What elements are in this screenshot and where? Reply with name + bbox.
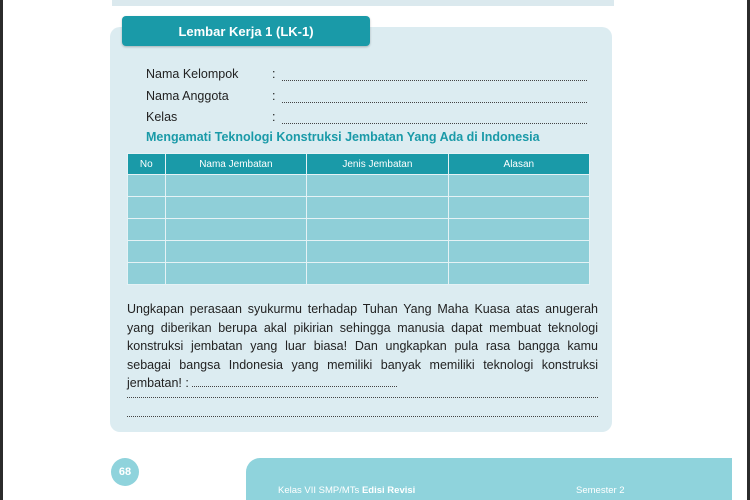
table-cell[interactable]: [165, 241, 307, 263]
table-cell[interactable]: [448, 175, 589, 197]
table-cell[interactable]: [307, 197, 449, 219]
fill-in-line[interactable]: [282, 92, 587, 103]
table-cell[interactable]: [307, 219, 449, 241]
table-cell[interactable]: [128, 241, 166, 263]
table-cell[interactable]: [307, 263, 449, 285]
table-row: [128, 175, 590, 197]
table-cell[interactable]: [128, 197, 166, 219]
field-label: Nama Anggota: [146, 89, 229, 103]
header-alasan: Alasan: [448, 154, 589, 175]
table-cell[interactable]: [448, 241, 589, 263]
table-cell[interactable]: [165, 197, 307, 219]
table-row: [128, 197, 590, 219]
table-cell[interactable]: [307, 241, 449, 263]
table-header-row: [128, 154, 590, 175]
table-row: [128, 219, 590, 241]
worksheet-subtitle: Mengamati Teknologi Konstruksi Jembatan Yang Ada di Indonesia: [146, 130, 540, 144]
table-cell[interactable]: [307, 175, 449, 197]
footer-semester: Semester 2: [576, 485, 625, 496]
table-cell[interactable]: [165, 263, 307, 285]
fill-in-line[interactable]: [282, 70, 587, 81]
field-colon: :: [272, 67, 276, 81]
book-prefix: Kelas VII SMP/MTs: [278, 485, 360, 496]
table-cell[interactable]: [448, 263, 589, 285]
table-cell[interactable]: [128, 263, 166, 285]
bridge-table: [127, 153, 590, 285]
field-label: Nama Kelompok: [146, 67, 239, 81]
table-row: [128, 263, 590, 285]
table-cell[interactable]: [165, 219, 307, 241]
field-colon: :: [272, 110, 276, 124]
table-cell[interactable]: [128, 219, 166, 241]
field-nama-kelompok: [146, 66, 587, 82]
book-edition: Edisi Revisi: [361, 485, 416, 496]
reflection-prompt: [127, 300, 598, 393]
answer-line[interactable]: [192, 376, 397, 387]
answer-line[interactable]: [127, 415, 598, 417]
page-frame-left: [0, 0, 3, 500]
table-cell[interactable]: [165, 175, 307, 197]
worksheet-title: Lembar Kerja 1 (LK-1): [122, 16, 370, 46]
field-kelas: [146, 109, 587, 125]
answer-line[interactable]: [127, 396, 598, 398]
table-row: [128, 241, 590, 263]
table-cell[interactable]: [128, 175, 166, 197]
table-cell[interactable]: [448, 197, 589, 219]
header-jenis-jembatan: Jenis Jembatan: [307, 154, 449, 175]
reflection-text: Ungkapan perasaan syukurmu terhadap Tuhan Yang Maha Kuasa atas anugerah yang diberikan berupa akal pikirian sehingga manusia dapat membuat teknologi konstruksi jembatan yang luar biasa! Dan ungkapkan pula rasa bangga kamu sebagai bangsa Indonesia yang memiliki banyak memiliki teknologi konstruksi jembatan! :: [127, 302, 598, 390]
field-colon: :: [272, 89, 276, 103]
table-cell[interactable]: [448, 219, 589, 241]
field-label: Kelas: [146, 110, 178, 124]
header-no: No: [128, 154, 166, 175]
previous-section-strip: [112, 0, 614, 6]
page-number: 68: [111, 458, 139, 486]
header-nama-jembatan: Nama Jembatan: [165, 154, 307, 175]
fill-in-line[interactable]: [282, 113, 587, 124]
field-nama-anggota: [146, 88, 587, 104]
footer-book-title: [278, 485, 415, 496]
